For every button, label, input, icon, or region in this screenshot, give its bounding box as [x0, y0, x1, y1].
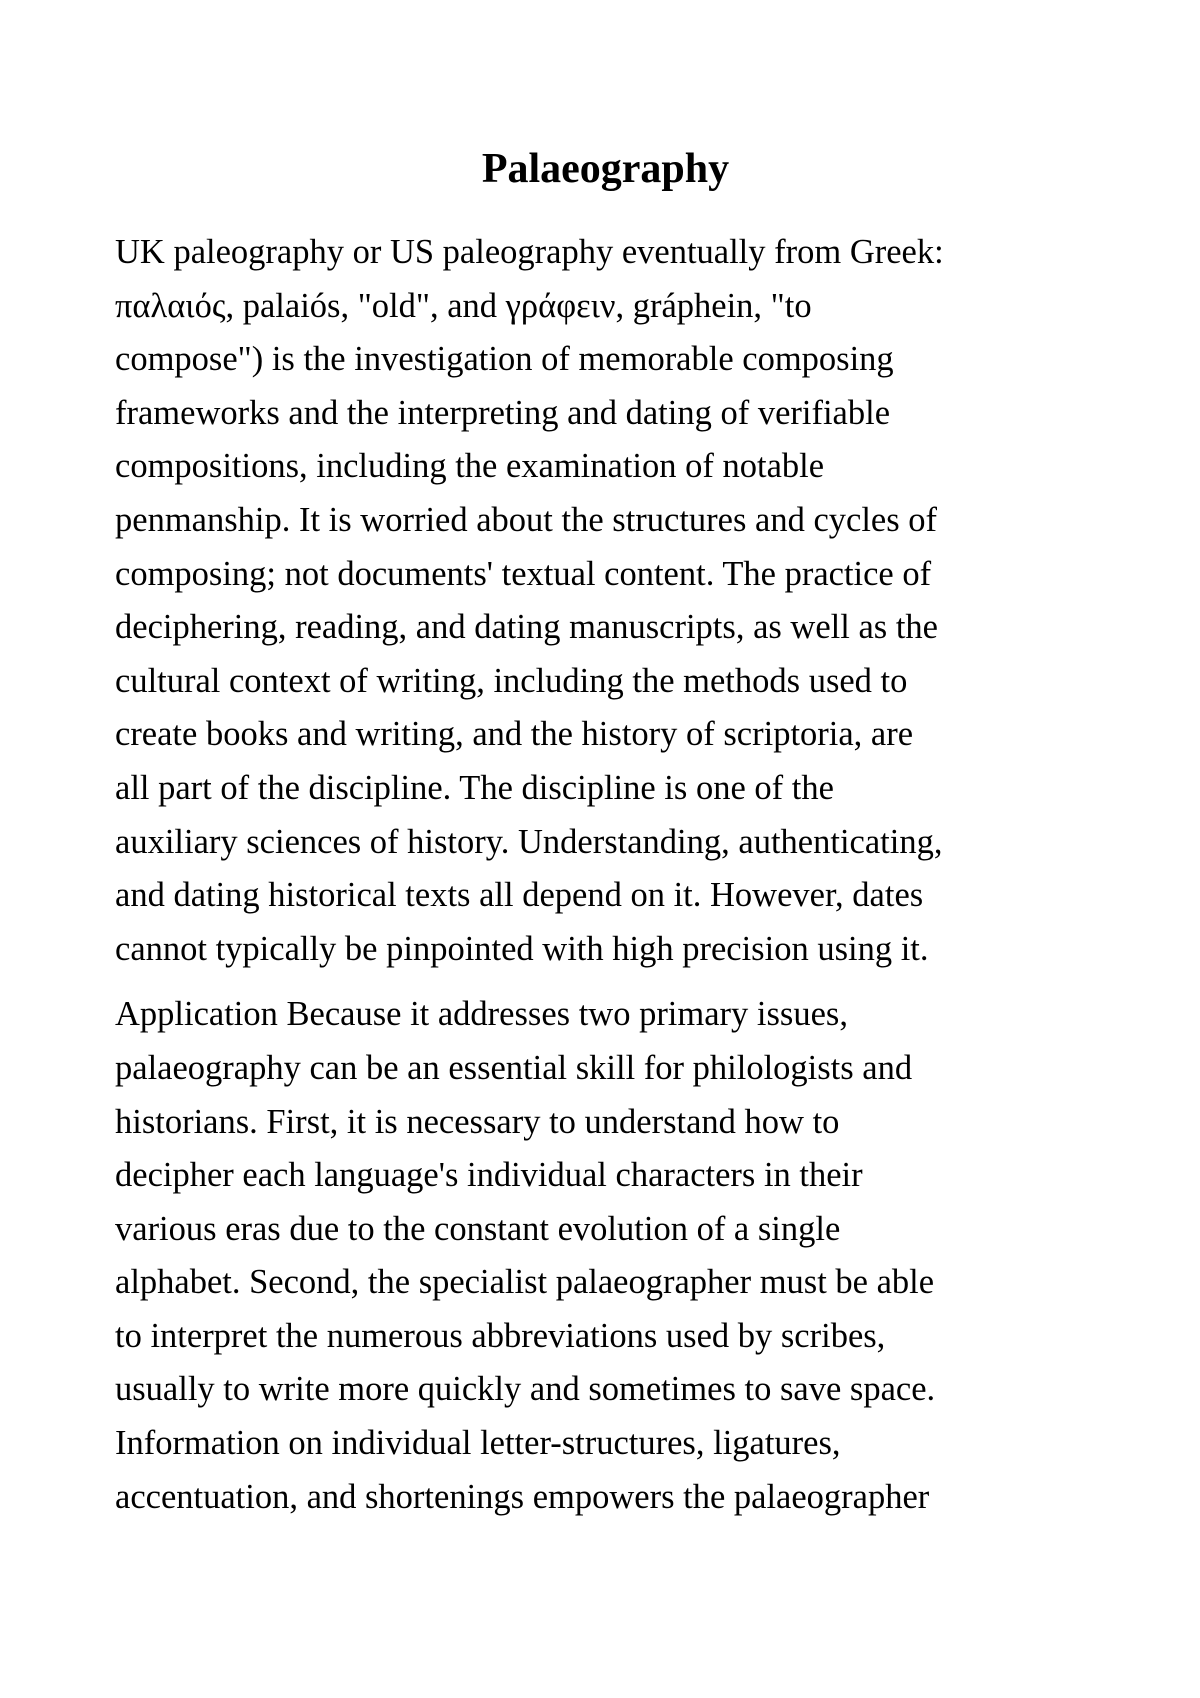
paragraph-introduction: UK paleography or US paleography eventually from Greek: παλαιός, palaiós, "old", and γράφειν, gráphein, "to compose") is the investigation of memorable composing frameworks and the interpreting and dating of verifiable compositions, including the examination of notable penmanship. It is worried about the structures and cycles of composing; not documents' textual content. The practice of deciphering, reading, and dating manuscripts, as well as the cultural context of writing, including the methods used to create books and writing, and the history of scriptoria, are all part of the discipline. The discipline is one of the auxiliary sciences of history. Understanding, authenticating, and dating historical texts all depend on it. However, dates cannot typically be pinpointed with high precision using it.: [115, 233, 944, 968]
page-title: Palaeography: [481, 146, 730, 192]
paragraph-application: Application Because it addresses two primary issues, palaeography can be an essential skill for philologists and historians. First, it is necessary to understand how to decipher each language's individual characters in their various eras due to the constant evolution of a single alphabet. Second, the specialist palaeographer must be able to interpret the numerous abbreviations used by scribes, usually to write more quickly and sometimes to save space. Information on individual letter-structures, ligatures, accentuation, and shortenings empowers the palaeographer: [115, 995, 936, 1516]
